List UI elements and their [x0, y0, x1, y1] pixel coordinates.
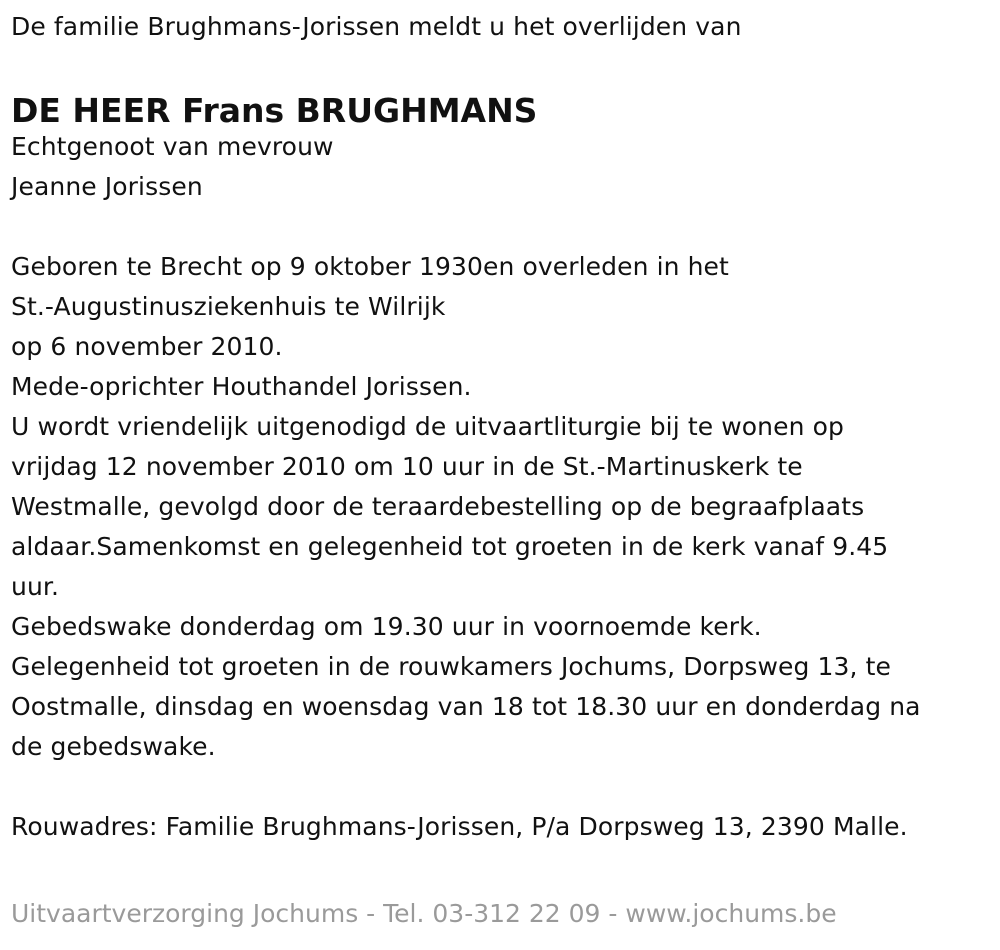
body-line: St.-Augustinusziekenhuis te Wilrijk — [11, 292, 446, 321]
body-line: U wordt vriendelijk uitgenodigd de uitvaartliturgie bij te wonen op — [11, 412, 844, 441]
mourning-address: Rouwadres: Familie Brughmans-Jorissen, P/a Dorpsweg 13, 2390 Malle. — [11, 812, 908, 841]
body-line: de gebedswake. — [11, 732, 216, 761]
spacer — [11, 207, 991, 247]
intro-text: De familie Brughmans-Jorissen meldt u het overlijden van — [11, 12, 742, 41]
body-line: op 6 november 2010. — [11, 332, 283, 361]
spouse-name: Jeanne Jorissen — [11, 172, 203, 201]
body-line: vrijdag 12 november 2010 om 10 uur in de St.-Martinuskerk te — [11, 452, 803, 481]
deceased-name: DE HEER Frans BRUGHMANS — [11, 91, 538, 130]
funeral-director-footer: Uitvaartverzorging Jochums - Tel. 03-312 22 09 - www.jochums.be — [11, 899, 837, 928]
spouse-line: Echtgenoot van mevrouw — [11, 132, 334, 161]
body-line: Gebedswake donderdag om 19.30 uur in voornoemde kerk. — [11, 612, 762, 641]
body-line: Westmalle, gevolgd door de teraardebestelling op de begraafplaats — [11, 492, 865, 521]
spacer — [11, 767, 991, 807]
body-line: Gelegenheid tot groeten in de rouwkamers Jochums, Dorpsweg 13, te — [11, 652, 891, 681]
body-line: Mede-oprichter Houthandel Jorissen. — [11, 372, 472, 401]
body-line: Oostmalle, dinsdag en woensdag van 18 tot 18.30 uur en donderdag na — [11, 692, 921, 721]
body-line: uur. — [11, 572, 60, 601]
death-notice — [11, 7, 991, 847]
body-line: aldaar.Samenkomst en gelegenheid tot groeten in de kerk vanaf 9.45 — [11, 532, 889, 561]
body-line: Geboren te Brecht op 9 oktober 1930en overleden in het — [11, 252, 729, 281]
